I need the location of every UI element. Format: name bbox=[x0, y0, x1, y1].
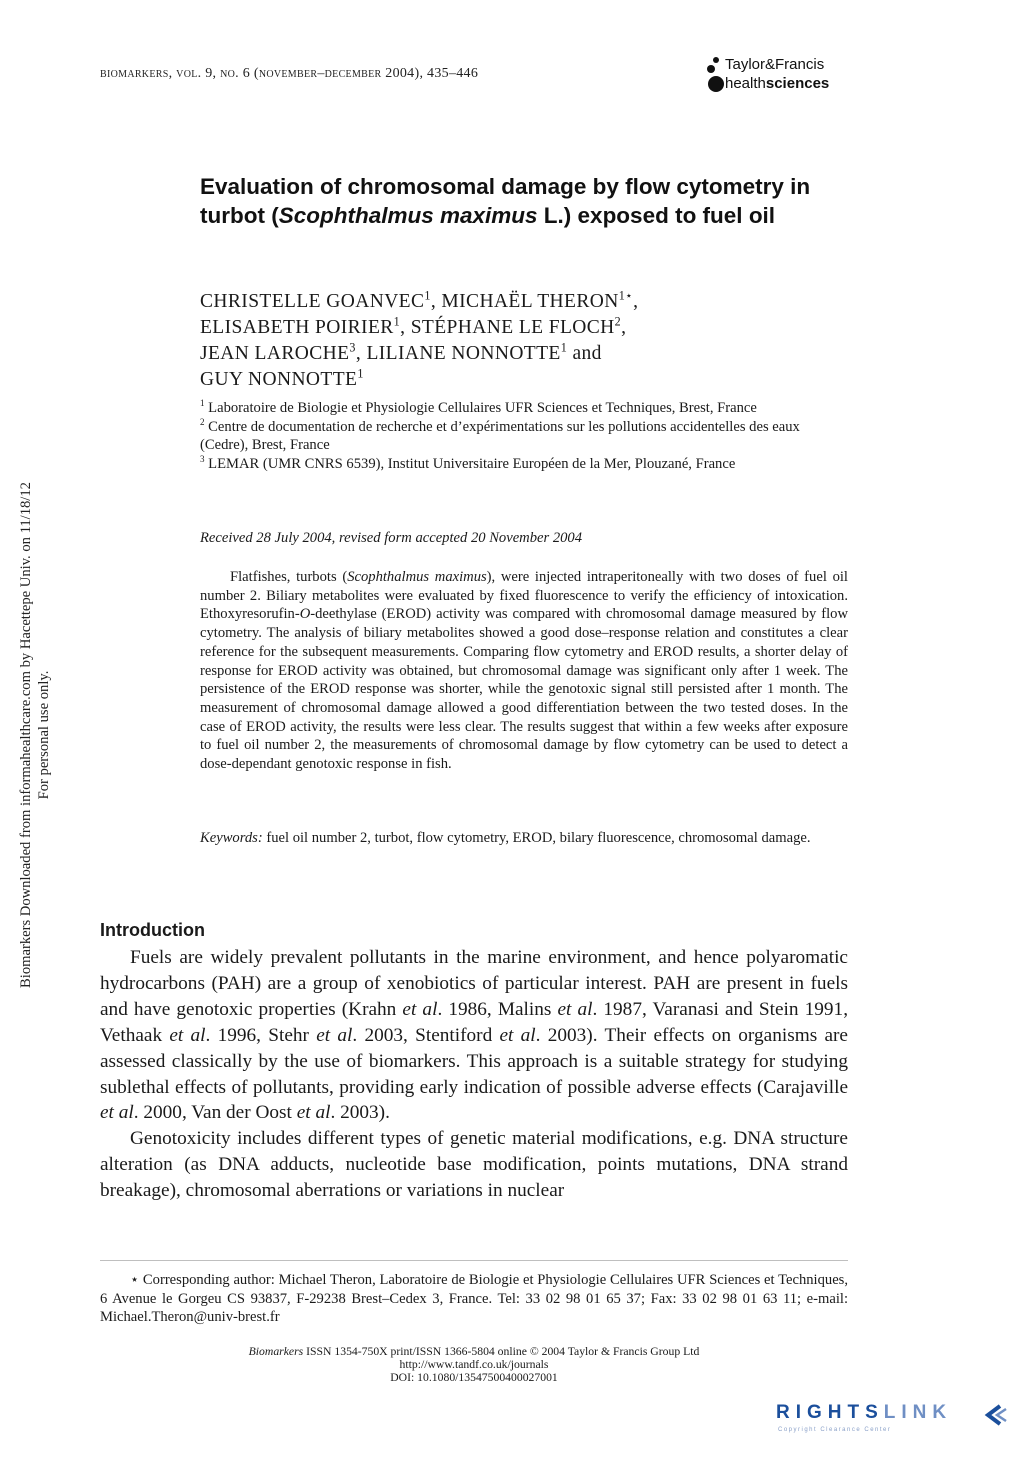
section-heading: Introduction bbox=[100, 920, 205, 940]
author-list bbox=[200, 289, 850, 393]
keywords: Keywords: fuel oil number 2, turbot, flow cytometry, EROD, bilary fluorescence, chromosomal damage. bbox=[200, 830, 811, 846]
author: LILIANE NONNOTTE$^1$ and bbox=[366, 340, 602, 364]
keywords-label: Keywords: bbox=[200, 830, 263, 846]
rightslink-logo[interactable] bbox=[776, 1402, 1016, 1438]
issn-line: Biomarkers ISSN 1354-750X print/ISSN 1366-5804 online © 2004 Taylor & Francis Group Ltd bbox=[248, 1345, 700, 1358]
footnote-divider bbox=[100, 1260, 848, 1261]
publisher-logo bbox=[705, 56, 855, 96]
affiliation-item: $^2$ Centre de documentation de recherche et d’expérimentations sur les pollutions accidentelles des eaux (Cedre), Brest, France bbox=[200, 416, 800, 453]
author: MICHAËL $THERON^{1⋆}$, bbox=[441, 288, 639, 312]
author: CHRISTELLE GOANVEC$^1$, bbox=[200, 288, 442, 312]
affiliation-item: $^3$ LEMAR (UMR CNRS 6539), Institut Universitaire Européen de la Mer, Plouzané, France bbox=[200, 453, 736, 472]
rightslink-wordmark: RIGHTSLINK bbox=[776, 1402, 953, 1423]
introduction-body bbox=[100, 945, 848, 1204]
received-dates: Received 28 July 2004, revised form accepted 20 November 2004 bbox=[200, 530, 583, 546]
publisher-name: Taylor&Francis bbox=[725, 56, 825, 73]
article-title: Evaluation of chromosomal damage by flow cytometry in turbot (Scophthalmus maximus L.) exposed to fuel oil bbox=[200, 174, 811, 228]
watermark-line-1: Biomarkers Downloaded from informahealthcare.com by Hacettepe Univ. on 11/18/12 bbox=[18, 482, 34, 988]
watermark-line-2: For personal use only. bbox=[36, 670, 52, 800]
affiliations bbox=[200, 399, 848, 473]
download-watermark bbox=[5, 440, 65, 1030]
doi: DOI: 10.1080/13547500400027001 bbox=[390, 1371, 558, 1384]
paragraph: Fuels are widely prevalent pollutants in the marine environment, and hence polyaromatic hydrocarbons (PAH) are a group of xenobiotics of particular interest. PAH are present in fuels and have genotoxic properties (Krahn et al. 1986, Malins et al. 1987, Varanasi and Stein 1991, Vethaak et al. 1996, Stehr et al. 2003, Stentiford et al. 2003). Their effects on organisms are assessed classically by the use of biomarkers. This approach is a suitable strategy for studying sublethal effects of pollutants, providing early indication of possible adverse effects (Carajaville et al. 2000, Van der Oost et al. 2003). bbox=[100, 947, 849, 1124]
affiliation-item: $^1$ Laboratoire de Biologie et Physiologie Cellulaires UFR Sciences et Techniques, Brest, France bbox=[200, 398, 757, 416]
publisher-division: healthsciences bbox=[725, 75, 830, 92]
corresponding-author-footnote: ⋆ Corresponding author: Michael Theron, Laboratoire de Biologie et Physiologie Cellulaires UFR Sciences et Techniques, 6 Avenue le Gorgeu CS 93837, F-29238 Brest–Cedex 3, France. Tel: 33 02 98 01 65 37; Fax: 33 02 98 01 63 11; e-mail: Michael.Theron@univ-brest.fr bbox=[100, 1272, 848, 1326]
journal-url: http://www.tandf.co.uk/journals bbox=[399, 1358, 549, 1371]
abstract: Flatfishes, turbots (Scophthalmus maximus), were injected intraperitoneally with two doses of fuel oil number 2. Biliary metabolites were evaluated by fixed fluorescence to verify the efficiency of intoxication. Ethoxyresorufin-O-deethylase (EROD) activity was compared with chromosomal damage measured by flow cytometry. The analysis of biliary metabolites showed a good dose–response relation and constitutes a clear reference for the subsequent measurements. Comparing flow cytometry and EROD results, a shorter delay of response for EROD activity was obtained, but chromosomal damage was significant only after 1 week. The persistence of the EROD response was shorter, while the genotoxic signal still persisted after 1 month. The measurement of chromosomal damage allowed a good differentiation between the two tested doses. In the case of EROD activity, the results were less clear. The results suggest that within a few weeks after exposure to fuel oil number 2, the measurements of chromosomal damage by flow cytometry can be used to detect a dose-dependant genotoxic response in fish. bbox=[200, 569, 848, 773]
author: GUY NONNOTTE$^1$ bbox=[200, 366, 364, 390]
author: ELISABETH POIRIER$^1$, bbox=[200, 314, 411, 338]
paragraph: Genotoxicity includes different types of genetic material modifications, e.g. DNA structure alteration (as DNA adducts, nucleotide base modification, points mutations, DNA strand breakage), chromosomal aberrations or variations in nuclear bbox=[100, 1128, 848, 1202]
rightslink-arrow-icon bbox=[982, 1404, 1008, 1426]
rightslink-tagline: Copyright Clearance Center bbox=[778, 1427, 892, 1433]
author: STÉPHANE LE FLOCH$^2$, bbox=[410, 314, 627, 338]
publisher-dots-icon bbox=[705, 56, 725, 94]
author: JEAN LAROCHE$^3$, bbox=[200, 340, 367, 364]
running-head: biomarkers, vol. 9, no. 6 (november–december 2004), 435–446 bbox=[100, 66, 479, 81]
journal-info bbox=[200, 1345, 748, 1384]
